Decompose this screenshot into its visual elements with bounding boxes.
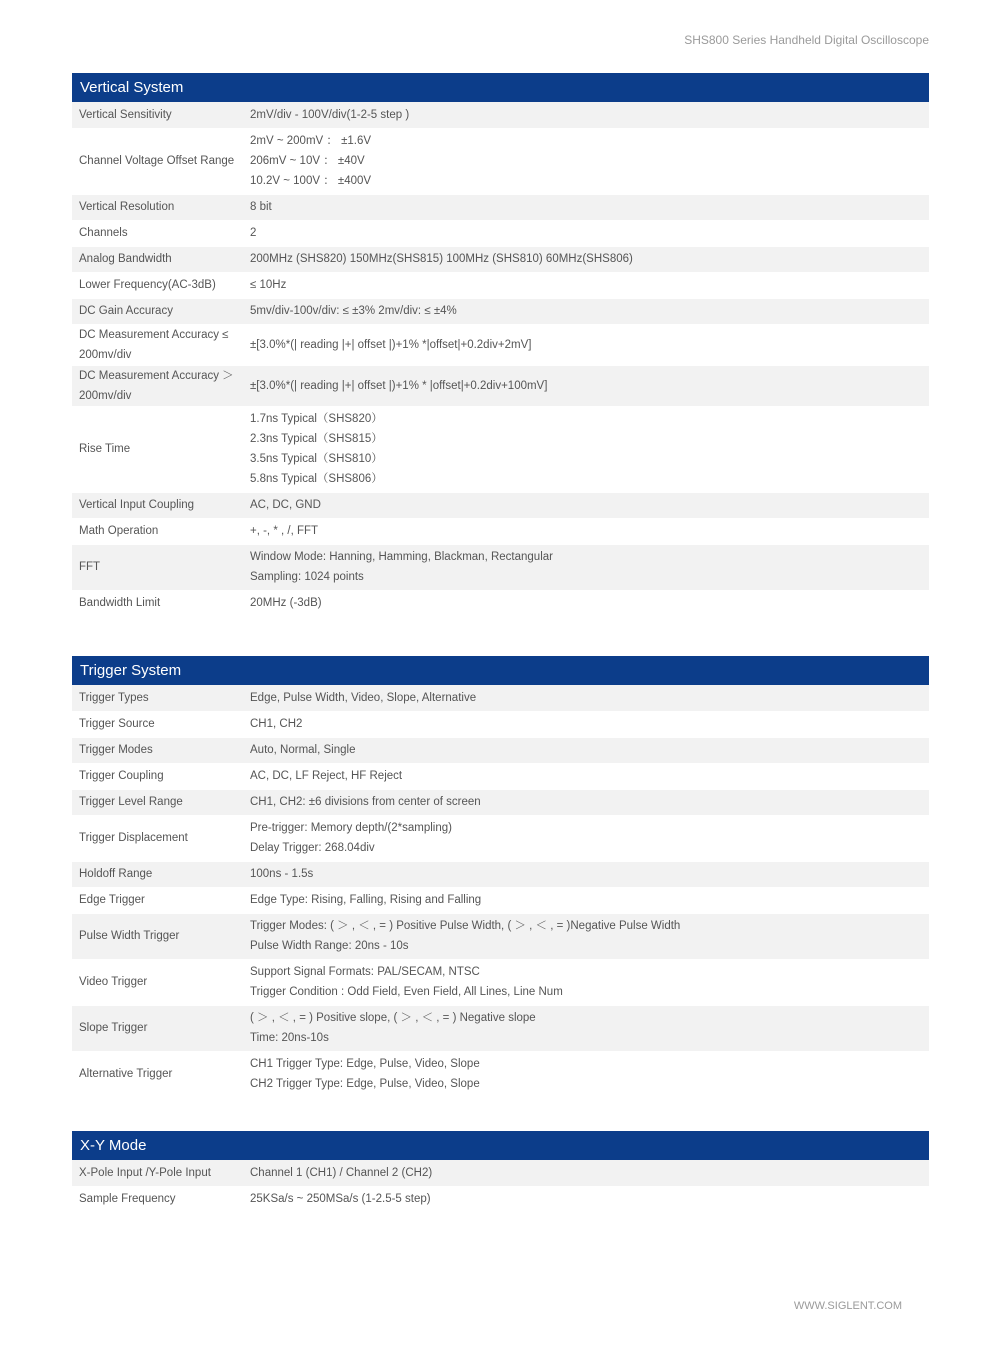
spec-value-line: Auto, Normal, Single	[250, 744, 356, 756]
spec-value-line: Edge Type: Rising, Falling, Rising and Falling	[250, 894, 482, 906]
spec-label: DC Measurement Accuracy ≤ 200mv/div	[72, 324, 243, 365]
spec-value	[243, 1186, 929, 1212]
spec-value-line: 200MHz (SHS820) 150MHz(SHS815) 100MHz (SHS810) 60MHz(SHS806)	[250, 253, 633, 265]
spec-value-line: 3.5ns Typical（SHS810）	[250, 453, 383, 465]
spec-value	[243, 518, 929, 544]
spec-value	[243, 324, 929, 365]
spec-value	[243, 913, 929, 959]
spec-value-line: AC, DC, GND	[250, 499, 321, 511]
spec-value-line: Sampling: 1024 points	[250, 571, 364, 583]
section-title: Vertical System	[72, 73, 929, 102]
spec-row	[72, 815, 929, 861]
spec-value-line: CH1, CH2	[250, 718, 303, 730]
spec-label: Trigger Level Range	[72, 789, 243, 815]
spec-value	[243, 544, 929, 590]
spec-value-line: 5.8ns Typical（SHS806）	[250, 473, 383, 485]
spec-value-line: Trigger Condition : Odd Field, Even Field, All Lines, Line Num	[250, 986, 563, 998]
spec-row	[72, 246, 929, 272]
spec-value-line: 8 bit	[250, 201, 272, 213]
spec-value	[243, 959, 929, 1005]
spec-row	[72, 913, 929, 959]
spec-value	[243, 102, 929, 128]
spec-row	[72, 544, 929, 590]
spec-label: Vertical Resolution	[72, 194, 243, 220]
spec-value-line: AC, DC, LF Reject, HF Reject	[250, 770, 403, 782]
spec-value	[243, 128, 929, 194]
spec-value-line: 10.2V ~ 100V ： ±400V	[250, 175, 372, 187]
spec-value-line: 25KSa/s ~ 250MSa/s (1-2.5-5 step)	[250, 1193, 431, 1205]
spec-label: Bandwidth Limit	[72, 590, 243, 616]
spec-value-line: Pulse Width Range: 20ns - 10s	[250, 940, 409, 952]
spec-label: Math Operation	[72, 518, 243, 544]
spec-row	[72, 590, 929, 616]
spec-value-line: 5mv/div-100v/div: ≤ ±3% 2mv/div: ≤ ±4%	[250, 305, 457, 317]
spec-value	[243, 737, 929, 763]
spec-value	[243, 298, 929, 324]
spec-row	[72, 365, 929, 406]
spec-value-line: 2.3ns Typical（SHS815）	[250, 433, 383, 445]
spec-value	[243, 365, 929, 406]
spec-value	[243, 194, 929, 220]
spec-row	[72, 1186, 929, 1212]
spec-row	[72, 406, 929, 492]
section-vertical-system	[72, 73, 929, 617]
spec-label: Rise Time	[72, 406, 243, 492]
spec-label: FFT	[72, 544, 243, 590]
spec-label: Trigger Coupling	[72, 763, 243, 789]
spec-value	[243, 590, 929, 616]
spec-value-line: Delay Trigger: 268.04div	[250, 842, 375, 854]
spec-table	[72, 685, 929, 1098]
spec-value	[243, 711, 929, 737]
spec-label: Analog Bandwidth	[72, 246, 243, 272]
spec-value-line: Time: 20ns-10s	[250, 1032, 329, 1044]
spec-value	[243, 272, 929, 298]
spec-value	[243, 220, 929, 246]
spec-value-line: 1.7ns Typical（SHS820）	[250, 413, 383, 425]
spec-value	[243, 815, 929, 861]
spec-value	[243, 789, 929, 815]
spec-value-line: Trigger Modes: ( ＞ , ＜ , = ) Positive Pulse Width, ( ＞ , ＜ , = )Negative Pulse Width	[250, 920, 681, 932]
spec-label: Holdoff Range	[72, 861, 243, 887]
spec-row	[72, 685, 929, 711]
section-title: Trigger System	[72, 656, 929, 685]
spec-value	[243, 763, 929, 789]
spec-row	[72, 789, 929, 815]
spec-value-line: 100ns - 1.5s	[250, 868, 314, 880]
spec-row	[72, 737, 929, 763]
spec-value-line: 2mV/div - 100V/div(1-2-5 step )	[250, 108, 410, 121]
spec-row	[72, 324, 929, 365]
spec-value	[243, 492, 929, 518]
spec-value-line: Window Mode: Hanning, Hamming, Blackman, Rectangular	[250, 551, 553, 563]
spec-value	[243, 406, 929, 492]
spec-label: Trigger Displacement	[72, 815, 243, 861]
spec-row	[72, 272, 929, 298]
spec-label: Slope Trigger	[72, 1005, 243, 1051]
spec-value	[243, 246, 929, 272]
spec-value-line: CH1, CH2: ±6 divisions from center of screen	[250, 796, 481, 808]
spec-value	[243, 1051, 929, 1097]
spec-row	[72, 298, 929, 324]
footer-url: WWW.SIGLENT.COM	[793, 1300, 902, 1312]
spec-value-line: +, -, * , /, FFT	[250, 525, 319, 537]
spec-row	[72, 128, 929, 194]
spec-label: Channels	[72, 220, 243, 246]
spec-label: Trigger Source	[72, 711, 243, 737]
spec-label: Pulse Width Trigger	[72, 913, 243, 959]
spec-label: Lower Frequency(AC-3dB)	[72, 272, 243, 298]
spec-label: Alternative Trigger	[72, 1051, 243, 1097]
spec-row	[72, 711, 929, 737]
spec-value-line: Pre-trigger: Memory depth/(2*sampling)	[250, 822, 452, 834]
document-header: SHS800 Series Handheld Digital Oscilloscope	[684, 33, 929, 47]
spec-label: Edge Trigger	[72, 887, 243, 913]
spec-table	[72, 102, 929, 617]
spec-label: Video Trigger	[72, 959, 243, 1005]
spec-value	[243, 1005, 929, 1051]
spec-value	[243, 861, 929, 887]
spec-label: Vertical Sensitivity	[72, 102, 243, 128]
spec-value-line: Channel 1 (CH1) / Channel 2 (CH2)	[250, 1166, 433, 1179]
spec-label: Channel Voltage Offset Range	[72, 128, 243, 194]
spec-value-line: 2	[250, 227, 257, 239]
spec-label: Trigger Types	[72, 685, 243, 711]
spec-value	[243, 887, 929, 913]
spec-label: Sample Frequency	[72, 1186, 243, 1212]
spec-row	[72, 102, 929, 128]
spec-value	[243, 1160, 929, 1186]
section-xy-mode	[72, 1131, 929, 1213]
spec-label: DC Gain Accuracy	[72, 298, 243, 324]
spec-value-line: 206mV ~ 10V ： ±40V	[250, 155, 365, 167]
spec-row	[72, 220, 929, 246]
spec-value-line: ±[3.0%*(| reading |+| offset |)+1% *|offset|+0.2div+2mV]	[250, 338, 532, 351]
spec-row	[72, 1160, 929, 1186]
spec-row	[72, 887, 929, 913]
spec-value-line: 20MHz (-3dB)	[250, 597, 322, 609]
spec-label: X-Pole Input /Y-Pole Input	[72, 1160, 243, 1186]
spec-value-line: CH1 Trigger Type: Edge, Pulse, Video, Slope	[250, 1058, 480, 1070]
spec-row	[72, 1005, 929, 1051]
spec-row	[72, 959, 929, 1005]
spec-row	[72, 1051, 929, 1097]
spec-value-line: ( ＞ , ＜ , = ) Positive slope, ( ＞ , ＜ , = ) Negative slope	[250, 1012, 536, 1024]
spec-row	[72, 861, 929, 887]
spec-value-line: Edge, Pulse Width, Video, Slope, Alternative	[250, 691, 477, 704]
spec-row	[72, 194, 929, 220]
spec-row	[72, 763, 929, 789]
spec-value-line: ±[3.0%*(| reading |+| offset |)+1% * |offset|+0.2div+100mV]	[250, 379, 548, 392]
spec-row	[72, 518, 929, 544]
spec-label: Trigger Modes	[72, 737, 243, 763]
spec-value-line: CH2 Trigger Type: Edge, Pulse, Video, Slope	[250, 1078, 480, 1090]
spec-table	[72, 1160, 929, 1213]
spec-label: DC Measurement Accuracy ＞ 200mv/div	[72, 365, 243, 406]
spec-row	[72, 492, 929, 518]
section-title: X-Y Mode	[72, 1131, 929, 1160]
spec-value	[243, 685, 929, 711]
section-trigger-system	[72, 656, 929, 1098]
spec-value-line: 2mV ~ 200mV ： ±1.6V	[250, 135, 372, 147]
spec-label: Vertical Input Coupling	[72, 492, 243, 518]
spec-value-line: Support Signal Formats: PAL/SECAM, NTSC	[250, 966, 480, 978]
spec-value-line: ≤ 10Hz	[250, 279, 287, 291]
